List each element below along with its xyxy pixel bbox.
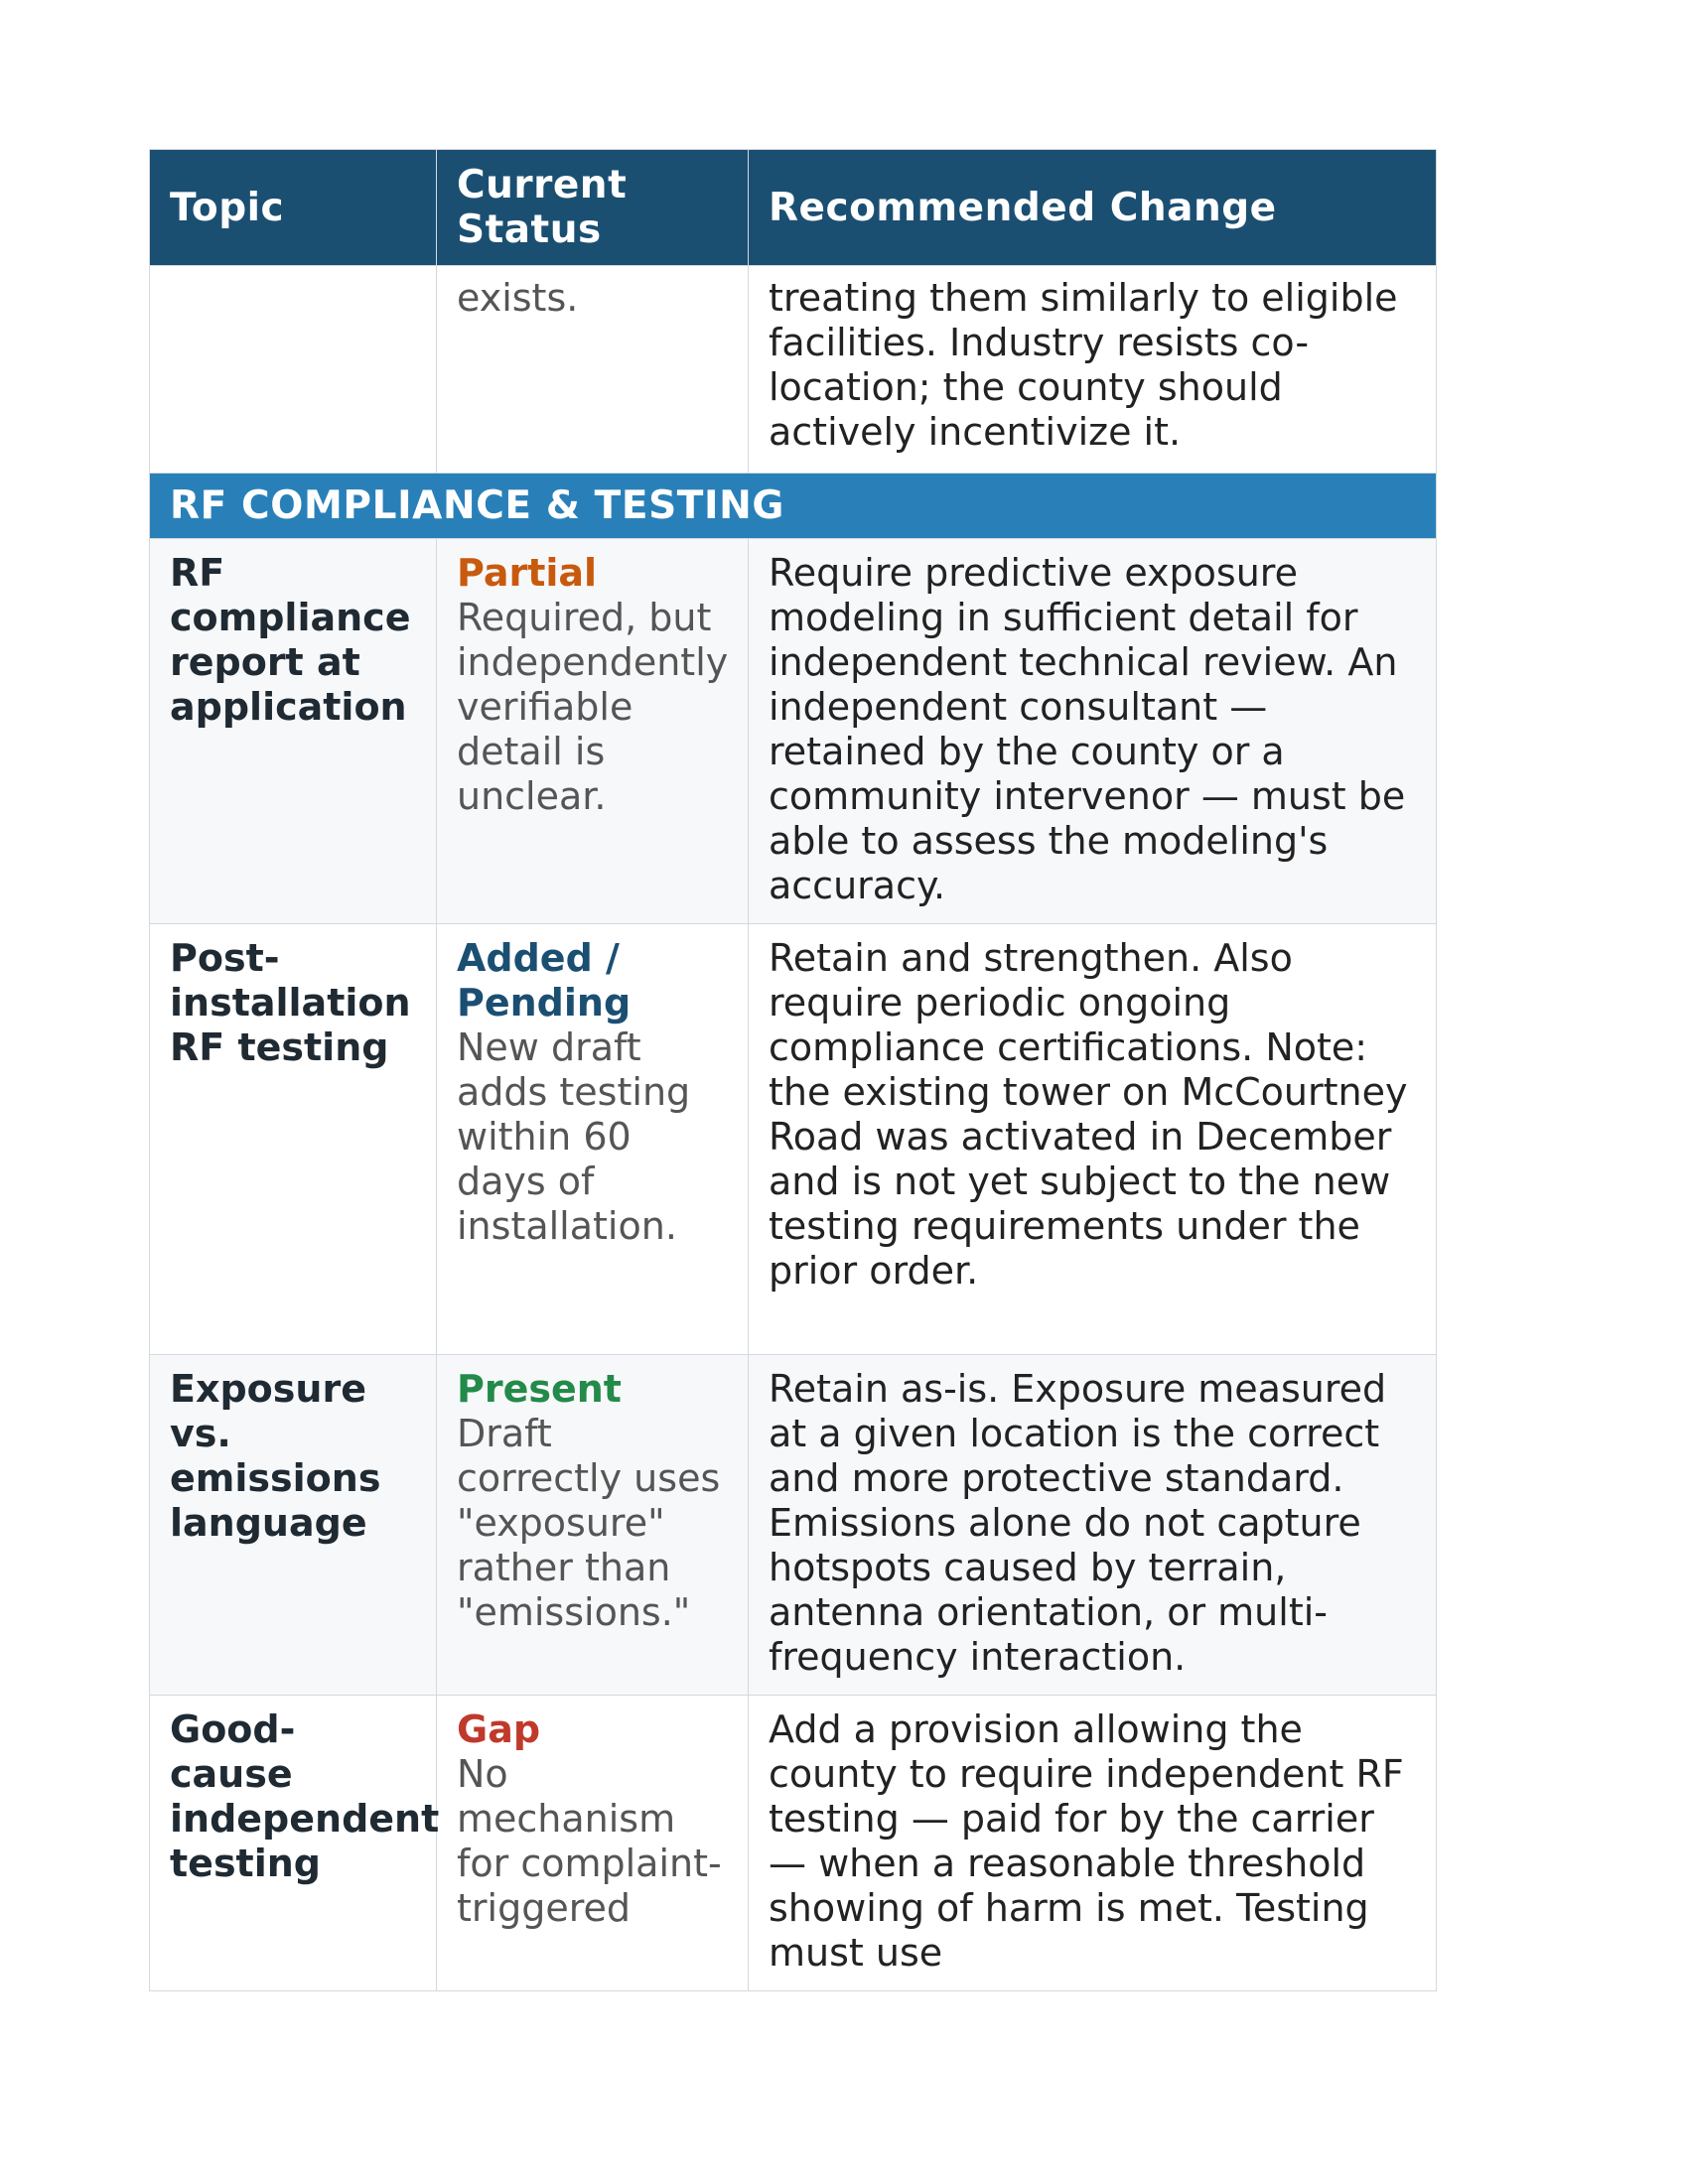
topic-cell: Post-installation RF testing xyxy=(150,924,437,1355)
header-recommended-change: Recommended Change xyxy=(749,150,1437,266)
status-badge: Present xyxy=(457,1367,622,1411)
status-text: Required, but independently verifiable detail is unclear. xyxy=(457,596,729,818)
status-cell xyxy=(437,924,749,1355)
status-text: New draft adds testing within 60 days of installation. xyxy=(457,1025,691,1248)
status-cell xyxy=(437,539,749,924)
topic-cell: RF compliance report at application xyxy=(150,539,437,924)
header-current-status: Current Status xyxy=(437,150,749,266)
status-text: Draft correctly uses "exposure" rather than "emissions." xyxy=(457,1412,721,1634)
status-text: No mechanism for complaint-triggered xyxy=(457,1752,722,1930)
recommendation-cell: Retain and strengthen. Also require periodic ongoing compliance certifications. Note: the existing tower on McCourtney Road was activated in December and is not yet subject to the new testing requirements under the prior order. xyxy=(749,924,1437,1355)
recommendation-cell: treating them similarly to eligible facilities. Industry resists co-location; the county should actively incentivize it. xyxy=(749,266,1437,474)
status-text: exists. xyxy=(457,276,579,320)
table-row xyxy=(150,1355,1437,1696)
table-row xyxy=(150,924,1437,1355)
status-cell xyxy=(437,266,749,474)
topic-cell: Good-cause independent testing xyxy=(150,1696,437,1991)
status-badge: Partial xyxy=(457,551,598,595)
recommendation-cell: Add a provision allowing the county to require independent RF testing — paid for by the carrier — when a reasonable threshold showing of harm is met. Testing must use xyxy=(749,1696,1437,1991)
table-row xyxy=(150,1696,1437,1991)
recommendation-cell: Retain as-is. Exposure measured at a given location is the correct and more protective standard. Emissions alone do not capture hotspots caused by terrain, antenna orientation, or multi-frequency interaction. xyxy=(749,1355,1437,1696)
header-topic: Topic xyxy=(150,150,437,266)
status-badge: Added / Pending xyxy=(457,936,632,1024)
table-header xyxy=(150,150,1437,266)
section-title: RF COMPLIANCE & TESTING xyxy=(150,474,1437,539)
topic-cell-empty xyxy=(150,266,437,474)
table-row-continuation xyxy=(150,266,1437,474)
status-cell xyxy=(437,1355,749,1696)
policy-review-table xyxy=(149,149,1437,1991)
topic-cell: Exposure vs. emissions language xyxy=(150,1355,437,1696)
status-badge: Gap xyxy=(457,1707,541,1751)
header-row xyxy=(150,150,1437,266)
status-cell xyxy=(437,1696,749,1991)
table-row xyxy=(150,539,1437,924)
recommendation-cell: Require predictive exposure modeling in sufficient detail for independent technical review. An independent consultant — retained by the county or a community intervenor — must be able to assess the modeling's accuracy. xyxy=(749,539,1437,924)
section-header-row xyxy=(150,474,1437,539)
